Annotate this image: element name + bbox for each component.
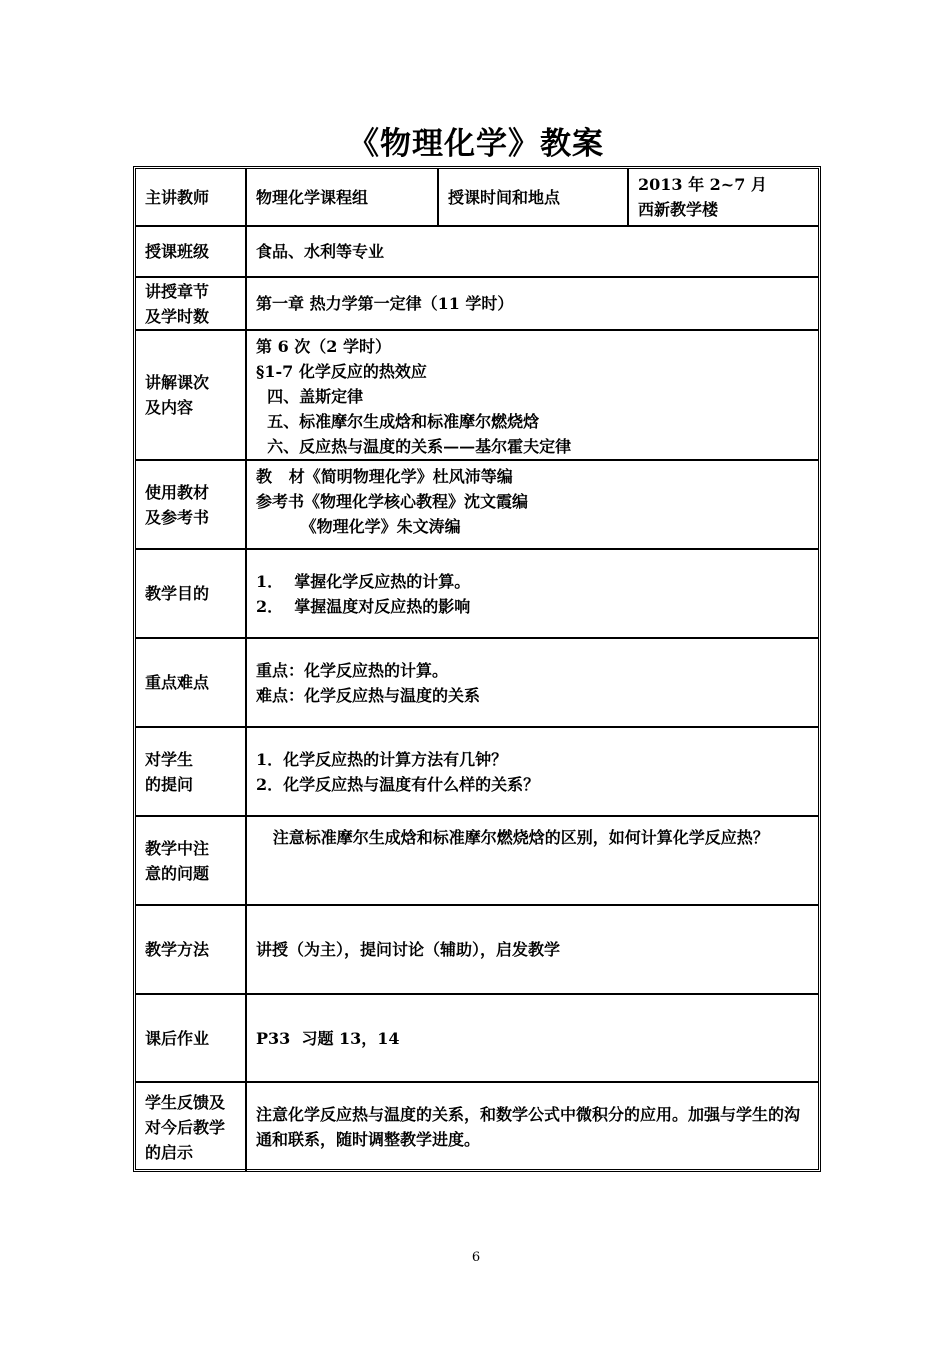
questions-value [246,727,818,816]
attention-line: 注意标准摩尔生成焓和标准摩尔燃烧焓的区别，如何计算化学反应热？ [256,828,769,847]
time-value: 2013 年 2~7 月 [638,175,767,194]
feedback-label: 学生反馈及 对今后教学 的启示 [136,1082,246,1171]
textbook-line: 《物理化学》朱文涛编 [256,517,461,536]
table-row [136,330,818,460]
keypoints-line: 难点：化学反应热与温度的关系 [256,685,481,705]
time-place-label: 授课时间和地点 [438,169,628,226]
page-title: 《物理化学》教案 [348,126,604,162]
textbook-value [246,460,818,549]
method-label: 教学方法 [136,905,246,994]
teacher-label: 主讲教师 [136,169,246,226]
attention-value [246,816,818,905]
method-line: 讲授（为主），提问讨论（辅助），启发教学 [256,940,561,959]
objective-line: 1． 掌握化学反应热的计算。 [256,571,471,591]
objective-line: 2． 掌握温度对反应热的影响 [256,596,471,616]
keypoints-line: 重点：化学反应热的计算。 [256,660,449,680]
content-line: 五、标准摩尔生成焓和标准摩尔燃烧焓 [256,412,540,431]
class-value [246,226,818,277]
teacher-value: 物理化学课程组 [246,169,438,226]
chapter-label: 讲授章节 及学时数 [136,277,246,330]
objective-label: 教学目的 [136,549,246,638]
page-number: 6 [471,1250,481,1265]
table-row [136,226,818,277]
homework-line: P33 习题 13，14 [256,1028,400,1048]
class-label: 授课班级 [136,226,246,277]
table-row [136,994,818,1082]
method-value [246,905,818,994]
table-row [136,460,818,549]
keypoints-value [246,638,818,727]
content-line: §1-7 化学反应的热效应 [256,362,427,381]
lesson-plan-table-frame [133,166,821,1172]
homework-value [246,994,818,1082]
textbook-line: 参考书《物理化学核心教程》沈文霞编 [256,492,529,511]
questions-line: 1．化学反应热的计算方法有几钟？ [256,749,508,769]
feedback-value: 注意化学反应热与温度的关系，和数学公式中微积分的应用。加强与学生的沟通和联系，随时调整教学进度。 [246,1082,818,1171]
time-place-value [628,169,818,226]
class-line: 食品、水利等专业 [256,242,385,261]
table-row [136,169,818,226]
table-row [136,549,818,638]
chapter-value [246,277,818,330]
textbook-line: 教 材《简明物理化学》杜风沛等编 [256,467,513,486]
table-row [136,1082,818,1171]
homework-label: 课后作业 [136,994,246,1082]
chapter-line: 第一章 热力学第一定律（11 学时） [256,294,514,313]
table-row [136,816,818,905]
table-row [136,905,818,994]
content-line: 六、反应热与温度的关系——基尔霍夫定律 [256,437,572,456]
lesson-plan-table [136,169,818,1171]
textbook-label: 使用教材 及参考书 [136,460,246,549]
questions-line: 2．化学反应热与温度有什么样的关系？ [256,774,540,794]
table-row [136,638,818,727]
content-label: 讲解课次 及内容 [136,330,246,460]
attention-label: 教学中注 意的问题 [136,816,246,905]
keypoints-label: 重点难点 [136,638,246,727]
content-line: 四、盖斯定律 [256,387,364,406]
table-row [136,727,818,816]
place-value: 西新教学楼 [638,200,719,219]
content-value [246,330,818,460]
questions-label: 对学生 的提问 [136,727,246,816]
table-row [136,277,818,330]
objective-value [246,549,818,638]
content-line: 第 6 次（2 学时） [256,337,391,356]
